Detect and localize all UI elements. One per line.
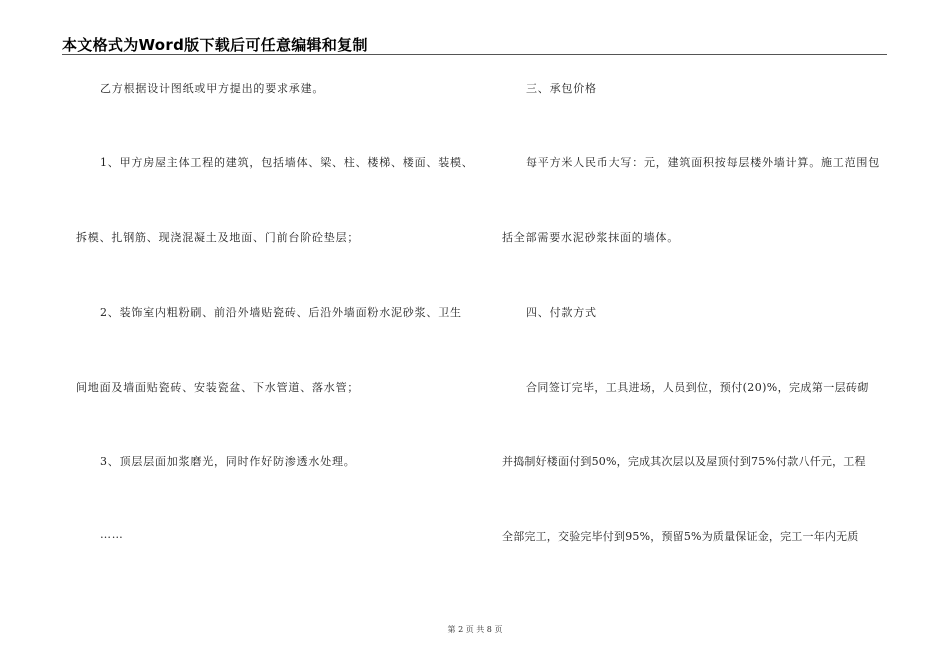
right-line-5: 合同签订完毕，工具进场，人员到位，预付(20)%，完成第一层砖砌 (526, 381, 869, 394)
left-line-3: 拆模、扎钢筋、现浇混凝土及地面、门前台阶砼垫层； (76, 231, 360, 244)
left-line-4: 2、装饰室内粗粉刷、前沿外墙贴瓷砖、后沿外墙面粉水泥砂浆、卫生 (100, 306, 462, 319)
header-divider (62, 54, 887, 55)
page-number: 第 2 页 共 8 页 (447, 625, 503, 634)
header-title: 本文格式为Word版下载后可任意编辑和复制 (62, 36, 368, 54)
left-line-5: 间地面及墙面贴瓷砖、安装瓷盆、下水管道、落水管； (76, 381, 360, 394)
left-line-7: …… (100, 528, 124, 541)
right-line-2: 每平方米人民币大写：元，建筑面积按每层楼外墙计算。施工范围包 (526, 156, 880, 169)
left-line-2: 1、甲方房屋主体工程的建筑，包括墙体、梁、柱、楼梯、楼面、装模、 (100, 156, 474, 169)
right-line-3: 括全部需要水泥砂浆抹面的墙体。 (502, 231, 679, 244)
left-line-1: 乙方根据设计图纸或甲方提出的要求承建。 (100, 82, 325, 95)
right-line-6: 并捣制好楼面付到50%，完成其次层以及屋顶付到75%付款八仟元，工程 (502, 455, 866, 468)
left-line-6: 3、顶层层面加浆磨光，同时作好防渗透水处理。 (100, 455, 356, 468)
right-line-1: 三、承包价格 (526, 82, 597, 95)
right-line-4: 四、付款方式 (526, 306, 597, 319)
right-line-7: 全部完工，交验完毕付到95%，预留5%为质量保证金，完工一年内无质 (502, 530, 859, 543)
